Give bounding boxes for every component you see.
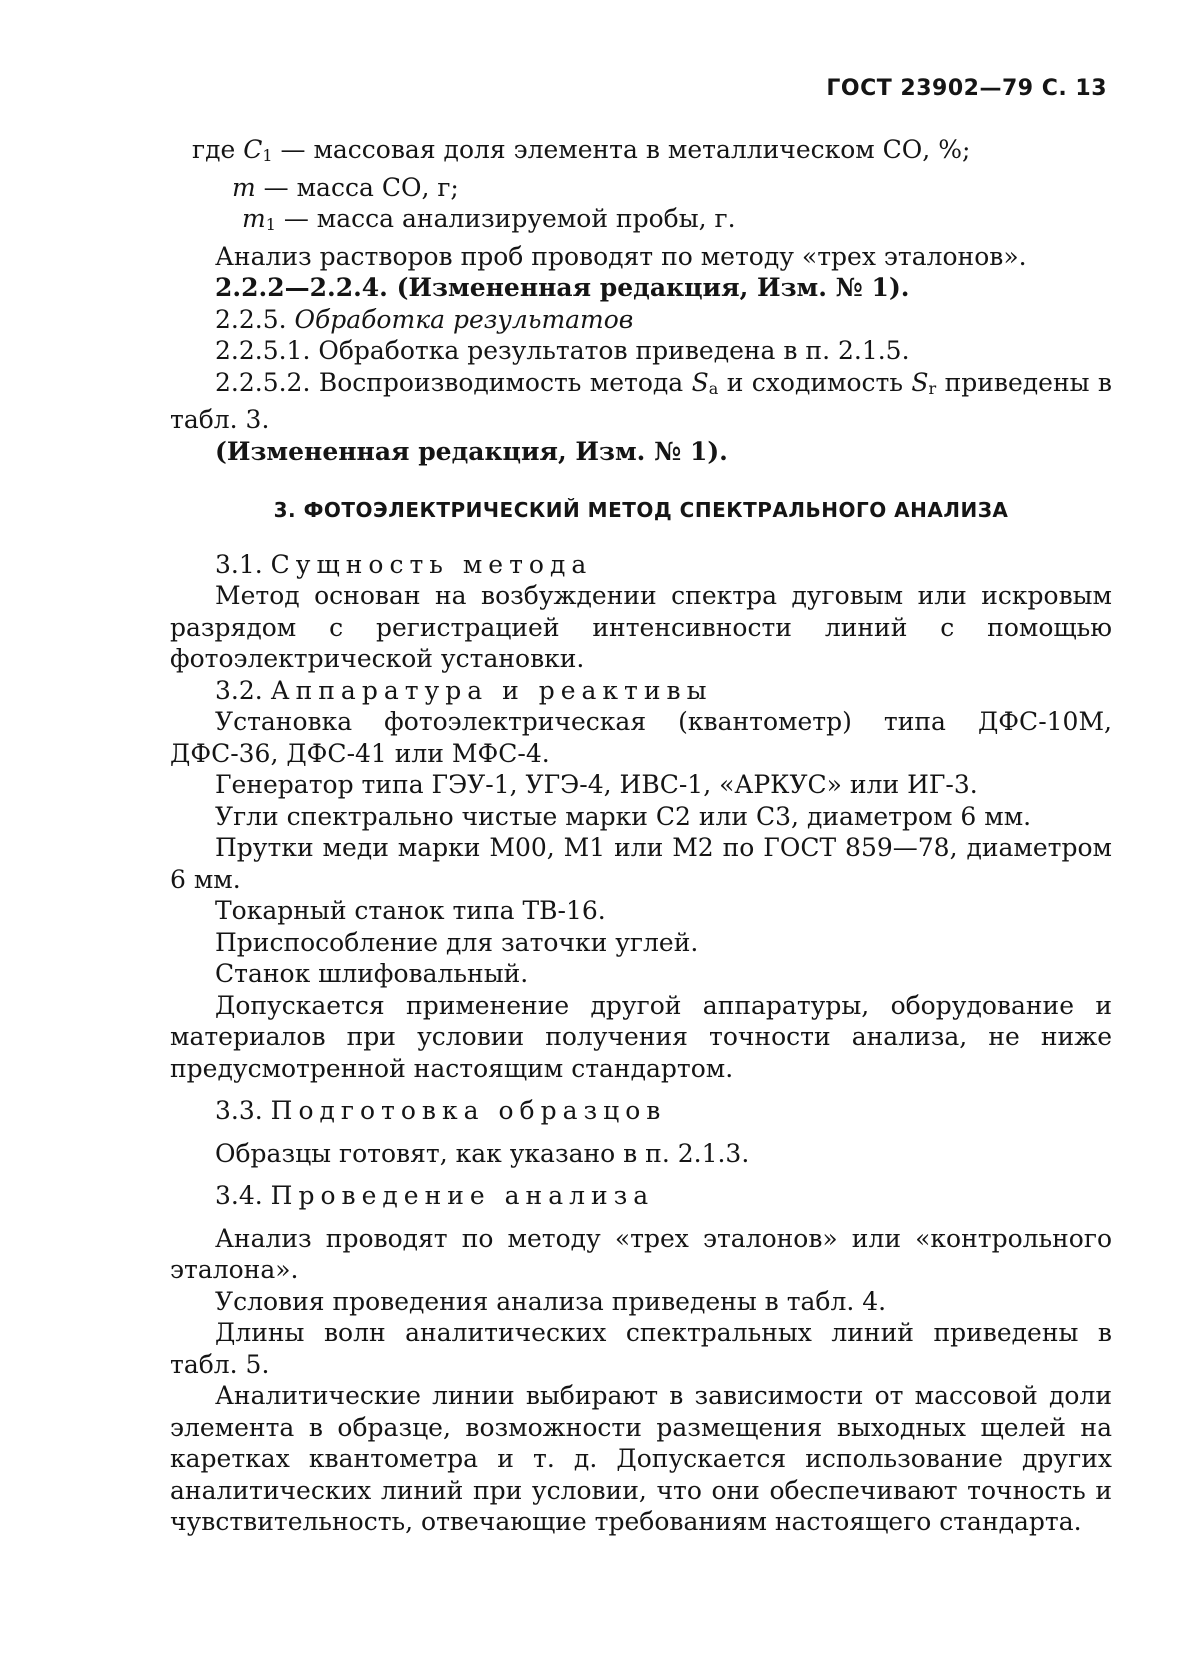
- legend-text: — масса СО, г;: [255, 172, 459, 202]
- clause-title: Сущность метода: [270, 549, 593, 579]
- text-part: и сходимость: [718, 367, 912, 397]
- analysis-item: Длины волн аналитических спектральных линий приведены в табл. 5.: [170, 1318, 1112, 1379]
- equipment-item: Генератор типа ГЭУ-1, УГЭ-4, ИВС-1, «АРКУС» или ИГ-3.: [215, 770, 978, 799]
- paragraph-analysis-method: Анализ растворов проб проводят по методу «трех эталонов».: [215, 241, 1027, 271]
- legend-var-c: C: [243, 135, 263, 164]
- clause-number: 2.2.5.: [215, 304, 295, 334]
- symbol-sr: S: [911, 367, 929, 397]
- paragraph-amend: (Измененная редакция, Изм. № 1).: [215, 436, 728, 466]
- analysis-item: Аналитические линии выбирают в зависимости от массовой доли элемента в образце, возможности размещения выходных щелей на каретках квантометра и т. д. Допускается использование других аналитических линий при условии, что они обеспечивают точность и чувствительность, отвечающие требованиям настоящего стандарта.: [170, 1381, 1112, 1536]
- clause-number: 3.2.: [215, 675, 271, 705]
- clause-title: Проведение анализа: [270, 1181, 655, 1210]
- equipment-item: Токарный станок типа ТВ-16.: [215, 896, 606, 925]
- equipment-item: Прутки меди марки М00, М1 или М2 по ГОСТ 859—78, диаметром 6 мм.: [170, 833, 1112, 894]
- legend-line-m1: [170, 203, 1112, 241]
- equipment-item: Допускается применение другой аппаратуры, оборудование и материалов при условии получения точности анализа, не ниже предусмотренной настоящим стандартом.: [170, 990, 1112, 1083]
- symbol-sub: a: [708, 378, 719, 398]
- paragraph-2-2-5: [170, 304, 1112, 336]
- page-body: [170, 134, 1112, 1538]
- clause-number: 3.4.: [215, 1181, 271, 1210]
- paragraph-2-2-2-amend: 2.2.2—2.2.4. (Измененная редакция, Изм. № 1).: [215, 273, 910, 302]
- symbol-sub: r: [928, 378, 937, 398]
- legend-line-c1: [170, 134, 1112, 172]
- analysis-item: Условия проведения анализа приведены в табл. 4.: [215, 1286, 887, 1316]
- legend-sub: 1: [265, 215, 276, 234]
- symbol-sa: S: [691, 367, 709, 397]
- legend-var-m1: m: [242, 204, 266, 233]
- equipment-item: Станок шлифовальный.: [215, 959, 529, 988]
- legend-line-m: [170, 172, 1112, 204]
- equipment-item: Угли спектрально чистые марки С2 или С3, диаметром 6 мм.: [215, 801, 1032, 831]
- clause-3-3-text: Образцы готовят, как указано в п. 2.1.3.: [215, 1138, 750, 1168]
- legend-var-m: m: [232, 172, 256, 202]
- clause-3-4-heading: [170, 1180, 1112, 1212]
- analysis-item: Анализ проводят по методу «трех эталонов» или «контрольного эталона».: [170, 1223, 1112, 1284]
- legend-text: — масса анализируемой пробы, г.: [275, 204, 736, 233]
- legend-sub: 1: [262, 146, 273, 165]
- section-3-title: 3. ФОТОЭЛЕКТРИЧЕСКИЙ МЕТОД СПЕКТРАЛЬНОГО АНАЛИЗА: [273, 498, 1009, 522]
- clause-3-1-text: Метод основан на возбуждении спектра дуговым или искровым разрядом с регистрацией интенсивности линий с помощью фотоэлектрической установки.: [170, 581, 1112, 673]
- clause-3-1-heading: [170, 549, 1112, 581]
- text-part: приведены в табл. 3.: [170, 367, 1112, 434]
- clause-number: 3.1.: [215, 549, 271, 579]
- clause-3-3-heading: [170, 1095, 1112, 1127]
- paragraph-2-2-5-2: [170, 367, 1112, 436]
- legend-prefix: где: [192, 135, 244, 164]
- clause-number: 3.3.: [215, 1096, 271, 1125]
- clause-3-2-heading: [170, 675, 1112, 707]
- paragraph-2-2-5-1: 2.2.5.1. Обработка результатов приведена в п. 2.1.5.: [215, 336, 910, 365]
- page-header: ГОСТ 23902—79 С. 13: [826, 76, 1107, 101]
- clause-title: Подготовка образцов: [270, 1096, 667, 1125]
- clause-title: Аппаратура и реактивы: [270, 675, 713, 705]
- equipment-item: Установка фотоэлектрическая (квантометр) типа ДФС-10М, ДФС-36, ДФС-41 или МФС-4.: [170, 707, 1112, 768]
- clause-title: Обработка результатов: [294, 304, 634, 334]
- text-part: 2.2.5.2. Воспроизводимость метода: [215, 367, 692, 397]
- equipment-item: Приспособление для заточки углей.: [215, 927, 699, 957]
- legend-text: — массовая доля элемента в металлическом СО, %;: [272, 135, 971, 164]
